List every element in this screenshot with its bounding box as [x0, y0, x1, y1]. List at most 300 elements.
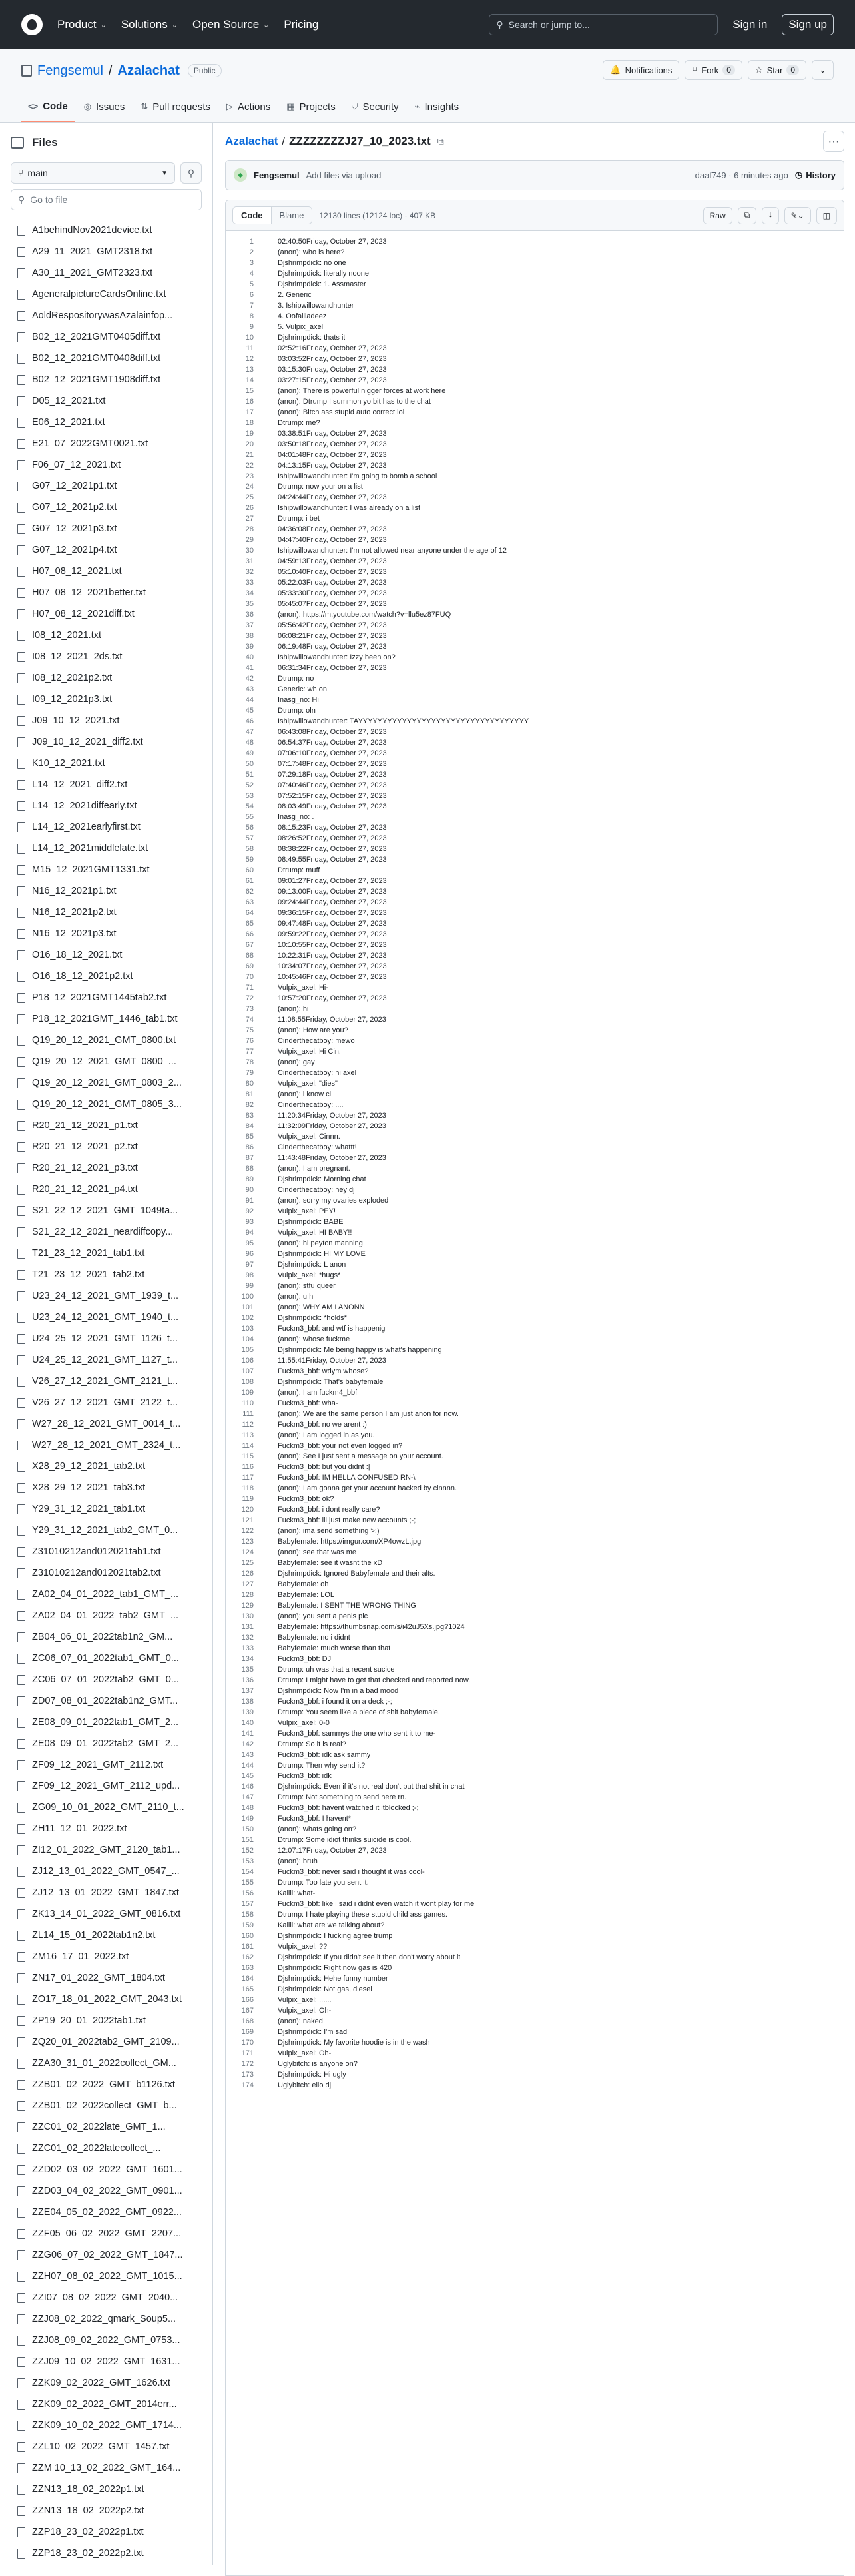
line-number[interactable]: 52: [245, 781, 254, 789]
search-files-button[interactable]: [180, 162, 202, 184]
file-tree-item[interactable]: [11, 753, 202, 774]
line-number[interactable]: 131: [241, 1623, 254, 1631]
line-number[interactable]: 160: [241, 1932, 254, 1940]
sign-in-link[interactable]: Sign in: [732, 18, 768, 31]
file-tree-item[interactable]: [11, 1712, 202, 1733]
line-number[interactable]: 13: [245, 366, 254, 374]
file-tree-item[interactable]: [11, 1520, 202, 1541]
line-number[interactable]: 36: [245, 611, 254, 619]
tab-pull-requests[interactable]: [134, 91, 217, 122]
file-tree-item[interactable]: [11, 412, 202, 433]
line-number[interactable]: 141: [241, 1730, 254, 1738]
line-number[interactable]: 35: [245, 600, 254, 608]
line-number[interactable]: 7: [249, 302, 254, 310]
file-tree-item[interactable]: [11, 2287, 202, 2308]
line-number[interactable]: 43: [245, 685, 254, 693]
nav-product[interactable]: [57, 18, 107, 31]
line-number[interactable]: 2: [249, 248, 254, 256]
line-number[interactable]: 120: [241, 1506, 254, 1514]
line-number[interactable]: 15: [245, 387, 254, 395]
line-number[interactable]: 113: [242, 1431, 254, 1439]
file-tree-item[interactable]: [11, 1925, 202, 1946]
file-tree-item[interactable]: [11, 859, 202, 880]
file-tree-item[interactable]: [11, 1648, 202, 1669]
line-number[interactable]: 25: [245, 493, 254, 501]
tab-insights[interactable]: [408, 91, 466, 122]
line-number[interactable]: 5: [249, 280, 254, 288]
file-tree-item[interactable]: [11, 454, 202, 476]
line-number[interactable]: 165: [241, 1985, 254, 1993]
file-tree-item[interactable]: [11, 433, 202, 454]
file-tree-item[interactable]: [11, 710, 202, 731]
line-number[interactable]: 77: [245, 1048, 254, 1056]
line-number[interactable]: 16: [245, 398, 254, 406]
line-number[interactable]: 134: [241, 1655, 254, 1663]
file-tree-item[interactable]: [11, 1477, 202, 1498]
file-tree-item[interactable]: [11, 1669, 202, 1690]
file-tree-item[interactable]: [11, 220, 202, 241]
line-number[interactable]: 132: [241, 1634, 254, 1642]
line-number[interactable]: 133: [241, 1644, 254, 1652]
line-number[interactable]: 106: [241, 1357, 254, 1365]
line-number[interactable]: 46: [245, 717, 254, 725]
file-tree-item[interactable]: [11, 1733, 202, 1754]
line-number[interactable]: 101: [241, 1303, 254, 1311]
line-number[interactable]: 44: [245, 696, 254, 704]
file-tree-item[interactable]: [11, 1435, 202, 1456]
line-number[interactable]: 58: [245, 845, 254, 853]
line-number[interactable]: 151: [241, 1836, 254, 1844]
line-number[interactable]: 56: [245, 824, 254, 832]
file-tree-item[interactable]: [11, 1072, 202, 1094]
line-number[interactable]: 156: [241, 1889, 254, 1897]
nav-pricing[interactable]: [284, 18, 318, 31]
file-tree-item[interactable]: [11, 2479, 202, 2500]
nav-solutions[interactable]: [121, 18, 178, 31]
line-number[interactable]: 129: [241, 1602, 254, 1610]
file-tree-item[interactable]: [11, 326, 202, 348]
sign-up-button[interactable]: Sign up: [782, 14, 834, 35]
line-number[interactable]: 170: [241, 2039, 254, 2047]
file-tree-item[interactable]: [11, 284, 202, 305]
file-tree-item[interactable]: [11, 1861, 202, 1882]
line-number[interactable]: 32: [245, 568, 254, 576]
line-number[interactable]: 138: [241, 1698, 254, 1706]
file-tree-item[interactable]: [11, 1179, 202, 1200]
line-number[interactable]: 72: [245, 994, 254, 1002]
sidebar-collapse-icon[interactable]: [11, 137, 24, 149]
file-tree-item[interactable]: [11, 1541, 202, 1562]
line-number[interactable]: 148: [241, 1804, 254, 1812]
file-tree-item[interactable]: [11, 646, 202, 667]
line-number[interactable]: 19: [245, 430, 254, 438]
line-number[interactable]: 42: [245, 675, 254, 683]
line-number[interactable]: 62: [245, 888, 254, 896]
file-tree-item[interactable]: [11, 923, 202, 944]
line-number[interactable]: 91: [245, 1197, 254, 1205]
line-number[interactable]: 49: [245, 749, 254, 757]
line-number[interactable]: 69: [245, 962, 254, 970]
line-number[interactable]: 166: [241, 1996, 254, 2004]
file-tree-item[interactable]: [11, 1264, 202, 1285]
file-tree-item[interactable]: [11, 774, 202, 795]
line-number[interactable]: 17: [245, 408, 254, 416]
line-number[interactable]: 99: [245, 1282, 254, 1290]
breadcrumb-repo-link[interactable]: Azalachat: [225, 135, 278, 147]
line-number[interactable]: 161: [241, 1943, 254, 1951]
line-number[interactable]: 80: [245, 1080, 254, 1088]
line-number[interactable]: 163: [241, 1964, 254, 1972]
line-number[interactable]: 135: [241, 1666, 254, 1674]
file-tree-item[interactable]: [11, 1094, 202, 1115]
copy-icon[interactable]: ⧉: [437, 135, 444, 147]
line-number[interactable]: 173: [241, 2071, 254, 2079]
line-number[interactable]: 51: [245, 771, 254, 779]
file-tree-item[interactable]: [11, 2500, 202, 2521]
file-tree-item[interactable]: [11, 1967, 202, 1989]
line-number[interactable]: 168: [241, 2017, 254, 2025]
line-number[interactable]: 104: [241, 1335, 254, 1343]
file-tree-item[interactable]: [11, 1371, 202, 1392]
repo-owner-link[interactable]: Fengsemul: [37, 63, 103, 78]
tab-security[interactable]: [345, 91, 406, 122]
file-tree-item[interactable]: [11, 2394, 202, 2415]
tab-actions[interactable]: [220, 91, 277, 122]
line-number[interactable]: 128: [241, 1591, 254, 1599]
line-number[interactable]: 145: [241, 1772, 254, 1780]
file-tree-item[interactable]: [11, 2266, 202, 2287]
line-number[interactable]: 47: [245, 728, 254, 736]
file-tree-item[interactable]: [11, 2457, 202, 2479]
line-number[interactable]: 172: [241, 2060, 254, 2068]
line-number[interactable]: 147: [241, 1793, 254, 1801]
line-number[interactable]: 22: [245, 462, 254, 470]
line-number[interactable]: 149: [241, 1815, 254, 1823]
line-number[interactable]: 90: [245, 1186, 254, 1194]
line-number[interactable]: 38: [245, 632, 254, 640]
file-tree-item[interactable]: [11, 1157, 202, 1179]
line-number[interactable]: 157: [241, 1900, 254, 1908]
file-tree-item[interactable]: [11, 667, 202, 689]
tab-issues[interactable]: [77, 91, 132, 122]
file-tree-item[interactable]: [11, 1989, 202, 2010]
file-tree-item[interactable]: [11, 1775, 202, 1797]
file-tree-item[interactable]: [11, 1456, 202, 1477]
file-tree-item[interactable]: [11, 902, 202, 923]
file-tree-item[interactable]: [11, 1626, 202, 1648]
file-tree-item[interactable]: [11, 603, 202, 625]
file-tree-item[interactable]: [11, 731, 202, 753]
line-number[interactable]: 155: [241, 1879, 254, 1887]
line-number[interactable]: 11: [246, 344, 254, 352]
line-number[interactable]: 169: [241, 2028, 254, 2036]
line-number[interactable]: 71: [245, 984, 254, 992]
tab-code[interactable]: [21, 91, 75, 122]
file-tree-item[interactable]: [11, 2436, 202, 2457]
more-options-button[interactable]: [823, 131, 844, 152]
commit-message[interactable]: Add files via upload: [306, 170, 382, 180]
line-number[interactable]: 126: [241, 1570, 254, 1578]
line-number[interactable]: 54: [245, 803, 254, 810]
line-number[interactable]: 93: [245, 1218, 254, 1226]
github-logo-icon[interactable]: [21, 14, 43, 35]
file-tree-item[interactable]: [11, 1200, 202, 1221]
line-number[interactable]: 159: [241, 1921, 254, 1929]
line-number[interactable]: 10: [245, 334, 254, 342]
file-tree-item[interactable]: [11, 241, 202, 262]
file-tree-item[interactable]: [11, 2372, 202, 2394]
line-number[interactable]: 12: [245, 355, 254, 363]
line-number[interactable]: 55: [245, 813, 254, 821]
line-number[interactable]: 82: [245, 1101, 254, 1109]
line-number[interactable]: 14: [245, 376, 254, 384]
line-number[interactable]: 124: [241, 1548, 254, 1556]
download-button[interactable]: [762, 207, 778, 224]
file-tree-item[interactable]: [11, 2521, 202, 2543]
file-tree-item[interactable]: [11, 1413, 202, 1435]
file-tree-item[interactable]: [11, 1797, 202, 1818]
line-number[interactable]: 109: [241, 1389, 254, 1397]
file-tree-item[interactable]: [11, 2138, 202, 2159]
file-tree-item[interactable]: [11, 2543, 202, 2564]
file-tree-item[interactable]: [11, 305, 202, 326]
line-number[interactable]: 26: [245, 504, 254, 512]
file-tree-item[interactable]: [11, 2351, 202, 2372]
line-number[interactable]: 64: [245, 909, 254, 917]
line-number[interactable]: 154: [241, 1868, 254, 1876]
file-tree-item[interactable]: [11, 1839, 202, 1861]
line-number[interactable]: 125: [241, 1559, 254, 1567]
line-number[interactable]: 27: [245, 515, 254, 523]
file-tree-item[interactable]: [11, 2159, 202, 2180]
file-tree-item[interactable]: [11, 1030, 202, 1051]
line-number[interactable]: 50: [245, 760, 254, 768]
line-number[interactable]: 57: [245, 834, 254, 842]
line-number[interactable]: 97: [245, 1261, 254, 1269]
line-number[interactable]: 146: [241, 1783, 254, 1791]
line-number[interactable]: 6: [249, 291, 254, 299]
edit-button[interactable]: [784, 207, 811, 224]
symbols-panel-button[interactable]: [816, 207, 837, 224]
file-tree-item[interactable]: [11, 987, 202, 1008]
line-number[interactable]: 117: [242, 1474, 254, 1482]
line-number[interactable]: 88: [245, 1165, 254, 1173]
file-tree-item[interactable]: [11, 816, 202, 838]
file-tree-item[interactable]: [11, 262, 202, 284]
file-tree-item[interactable]: [11, 2095, 202, 2116]
repo-name-link[interactable]: Azalachat: [117, 63, 180, 78]
go-to-file-input[interactable]: [11, 189, 202, 210]
file-tree-item[interactable]: [11, 1882, 202, 1903]
file-tree-item[interactable]: [11, 1498, 202, 1520]
line-number[interactable]: 18: [245, 419, 254, 427]
line-number[interactable]: 28: [245, 525, 254, 533]
line-number[interactable]: 45: [245, 707, 254, 715]
file-tree-item[interactable]: [11, 1754, 202, 1775]
file-tree-item[interactable]: [11, 838, 202, 859]
line-number[interactable]: 116: [242, 1463, 254, 1471]
line-number[interactable]: 66: [245, 930, 254, 938]
file-tree-item[interactable]: [11, 348, 202, 369]
file-tree-item[interactable]: [11, 476, 202, 497]
file-tree-item[interactable]: [11, 2330, 202, 2351]
line-number[interactable]: 73: [245, 1005, 254, 1013]
notifications-button[interactable]: [603, 60, 679, 80]
line-number[interactable]: 103: [241, 1325, 254, 1333]
file-tree-item[interactable]: [11, 518, 202, 539]
line-number[interactable]: 105: [241, 1346, 254, 1354]
line-number[interactable]: 24: [245, 483, 254, 491]
raw-button[interactable]: Raw: [703, 207, 732, 224]
line-number[interactable]: 87: [245, 1154, 254, 1162]
line-number[interactable]: 8: [249, 312, 254, 320]
line-number[interactable]: 162: [241, 1953, 254, 1961]
line-number[interactable]: 78: [245, 1058, 254, 1066]
nav-open-source[interactable]: [192, 18, 269, 31]
line-number[interactable]: 95: [245, 1239, 254, 1247]
line-number[interactable]: 63: [245, 898, 254, 906]
line-number[interactable]: 21: [245, 451, 254, 459]
file-tree-item[interactable]: [11, 1328, 202, 1349]
fork-button[interactable]: [685, 60, 742, 80]
line-number[interactable]: 68: [245, 952, 254, 960]
line-number[interactable]: 83: [245, 1112, 254, 1120]
line-number[interactable]: 48: [245, 739, 254, 747]
line-number[interactable]: 142: [241, 1740, 254, 1748]
line-number[interactable]: 67: [245, 941, 254, 949]
file-tree-item[interactable]: [11, 1392, 202, 1413]
line-number[interactable]: 108: [241, 1378, 254, 1386]
file-tree-item[interactable]: [11, 2244, 202, 2266]
line-number[interactable]: 137: [241, 1687, 254, 1695]
line-number[interactable]: 127: [241, 1580, 254, 1588]
line-number[interactable]: 70: [245, 973, 254, 981]
file-tree-item[interactable]: [11, 1008, 202, 1030]
file-tree-item[interactable]: [11, 2010, 202, 2031]
file-tree-item[interactable]: [11, 1946, 202, 1967]
file-tree-item[interactable]: [11, 1051, 202, 1072]
line-number[interactable]: 92: [245, 1207, 254, 1215]
file-tree-item[interactable]: [11, 1307, 202, 1328]
file-tree-item[interactable]: [11, 1136, 202, 1157]
line-number[interactable]: 34: [245, 589, 254, 597]
file-tree-item[interactable]: [11, 880, 202, 902]
file-tree-item[interactable]: [11, 1243, 202, 1264]
file-tree-item[interactable]: [11, 1562, 202, 1584]
file-tree-item[interactable]: [11, 2223, 202, 2244]
file-tree-item[interactable]: [11, 1349, 202, 1371]
line-number[interactable]: 41: [245, 664, 254, 672]
line-number[interactable]: 9: [249, 323, 254, 331]
line-number[interactable]: 153: [241, 1857, 254, 1865]
line-number[interactable]: 86: [245, 1143, 254, 1151]
line-number[interactable]: 114: [242, 1442, 254, 1450]
star-dropdown-button[interactable]: [812, 60, 834, 80]
line-number[interactable]: 100: [241, 1293, 254, 1301]
line-number[interactable]: 152: [241, 1847, 254, 1855]
file-tree-item[interactable]: [11, 1285, 202, 1307]
line-number[interactable]: 4: [249, 270, 254, 278]
file-tree-item[interactable]: [11, 2415, 202, 2436]
file-tree-item[interactable]: [11, 2180, 202, 2202]
file-tree-item[interactable]: [11, 1605, 202, 1626]
file-tree-item[interactable]: [11, 689, 202, 710]
file-tree-item[interactable]: [11, 2031, 202, 2053]
line-number[interactable]: 119: [242, 1495, 254, 1503]
line-number[interactable]: 111: [242, 1410, 254, 1418]
file-tree-item[interactable]: [11, 795, 202, 816]
line-number[interactable]: 123: [241, 1538, 254, 1546]
file-tree-item[interactable]: [11, 1690, 202, 1712]
line-number[interactable]: 31: [245, 557, 254, 565]
line-number[interactable]: 143: [241, 1751, 254, 1759]
line-number[interactable]: 59: [245, 856, 254, 864]
file-tree-item[interactable]: [11, 1903, 202, 1925]
line-number[interactable]: 144: [241, 1762, 254, 1770]
file-tree-item[interactable]: [11, 2308, 202, 2330]
line-number[interactable]: 60: [245, 866, 254, 874]
file-tree-item[interactable]: [11, 539, 202, 561]
line-number[interactable]: 79: [245, 1069, 254, 1077]
file-tree-item[interactable]: [11, 369, 202, 390]
line-number[interactable]: 30: [245, 547, 254, 555]
code-view-button[interactable]: Code: [233, 207, 272, 224]
file-tree-item[interactable]: [11, 944, 202, 966]
line-number[interactable]: 167: [241, 2007, 254, 2015]
line-number[interactable]: 118: [242, 1484, 254, 1492]
line-number[interactable]: 29: [245, 536, 254, 544]
line-number[interactable]: 130: [241, 1612, 254, 1620]
line-number[interactable]: 171: [241, 2049, 254, 2057]
file-tree-item[interactable]: [11, 2053, 202, 2074]
line-number[interactable]: 75: [245, 1026, 254, 1034]
line-number[interactable]: 174: [241, 2081, 254, 2089]
file-tree-item[interactable]: [11, 582, 202, 603]
line-number[interactable]: 122: [241, 1527, 254, 1535]
file-tree-item[interactable]: [11, 390, 202, 412]
line-number[interactable]: 74: [245, 1016, 254, 1024]
line-number[interactable]: 76: [245, 1037, 254, 1045]
line-number[interactable]: 96: [245, 1250, 254, 1258]
line-number[interactable]: 1: [249, 238, 254, 246]
line-number[interactable]: 20: [245, 440, 254, 448]
line-number[interactable]: 81: [245, 1090, 254, 1098]
commit-sha-time[interactable]: daaf749 · 6 minutes ago: [695, 170, 788, 180]
file-tree-item[interactable]: [11, 966, 202, 987]
line-number[interactable]: 115: [242, 1452, 254, 1460]
line-number[interactable]: 158: [241, 1911, 254, 1919]
file-tree-item[interactable]: [11, 1115, 202, 1136]
line-number[interactable]: 102: [241, 1314, 254, 1322]
line-number[interactable]: 110: [242, 1399, 254, 1407]
file-tree-item[interactable]: [11, 2202, 202, 2223]
line-number[interactable]: 53: [245, 792, 254, 800]
star-button[interactable]: [748, 60, 806, 80]
line-number[interactable]: 85: [245, 1133, 254, 1141]
file-tree-item[interactable]: [11, 1818, 202, 1839]
line-number[interactable]: 65: [245, 920, 254, 928]
file-tree-item[interactable]: [11, 561, 202, 582]
file-tree-item[interactable]: [11, 625, 202, 646]
line-number[interactable]: 89: [245, 1175, 254, 1183]
line-number[interactable]: 40: [245, 653, 254, 661]
copy-raw-button[interactable]: [738, 207, 757, 224]
file-tree-item[interactable]: [11, 1584, 202, 1605]
line-number[interactable]: 23: [245, 472, 254, 480]
line-number[interactable]: 33: [245, 579, 254, 587]
line-number[interactable]: 61: [245, 877, 254, 885]
file-tree-item[interactable]: [11, 2116, 202, 2138]
